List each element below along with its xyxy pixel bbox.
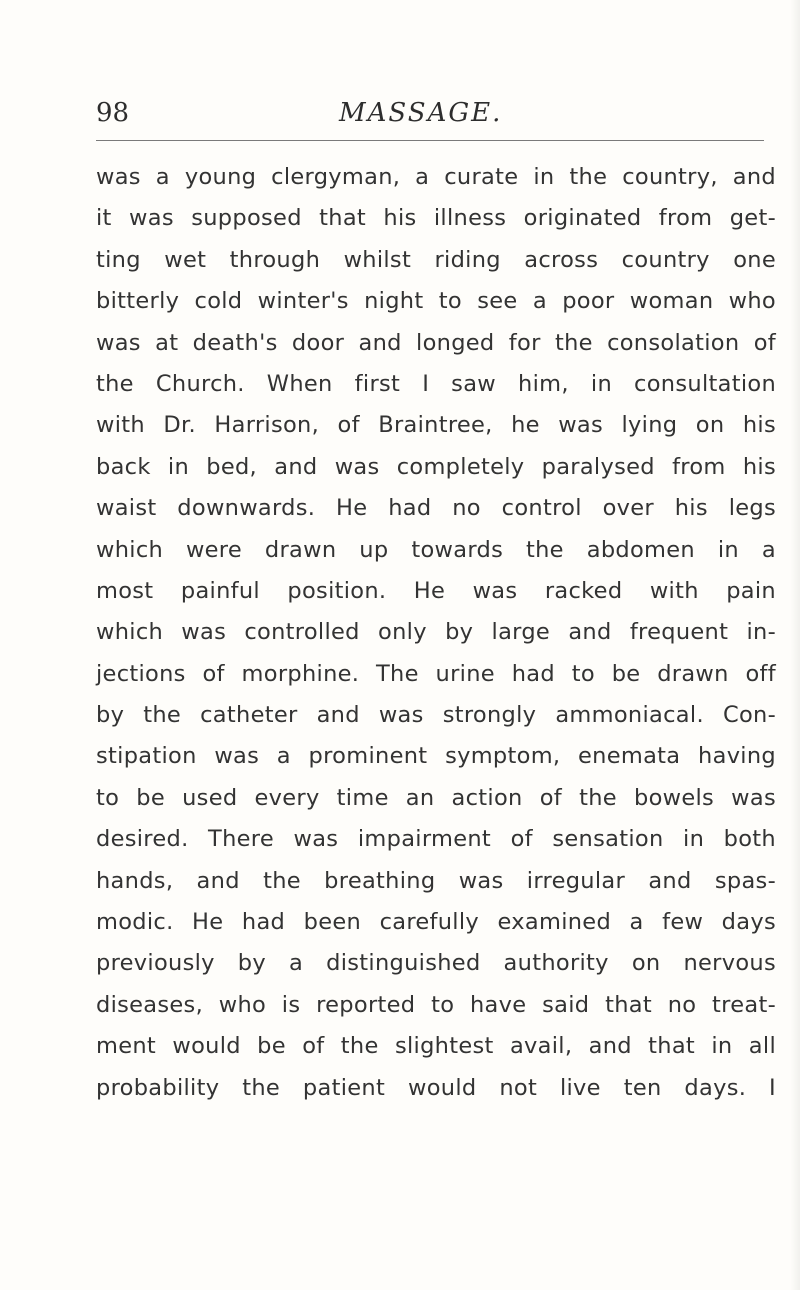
text-line: ment would be of the slightest avail, and that in all: [96, 1033, 776, 1060]
text-line: diseases, who is reported to have said that no treat-: [96, 991, 776, 1018]
text-line: by the catheter and was strongly ammoniacal. Con-: [96, 702, 776, 729]
text-line: modic. He had been carefully examined a few days: [96, 909, 776, 936]
text-line: was at death's door and longed for the consolation of: [96, 329, 776, 356]
text-line: it was supposed that his illness originated from get-: [96, 205, 776, 232]
body-text: [96, 157, 776, 1109]
text-line: which were drawn up towards the abdomen in a: [96, 536, 776, 563]
text-line: waist downwards. He had no control over his legs: [96, 495, 776, 522]
text-line: probability the patient would not live ten days. I: [96, 1074, 776, 1101]
text-line: back in bed, and was completely paralysed from his: [96, 453, 776, 480]
text-line: jections of morphine. The urine had to be drawn off: [96, 660, 776, 687]
text-line: previously by a distinguished authority on nervous: [96, 950, 776, 977]
page-number: 98: [96, 98, 130, 128]
running-head: MASSAGE.: [339, 98, 503, 128]
text-line: ting wet through whilst riding across country one: [96, 246, 776, 273]
text-line: was a young clergyman, a curate in the country, and: [96, 164, 776, 190]
header-rule: [96, 140, 764, 141]
text-line: which was controlled only by large and frequent in-: [96, 619, 776, 646]
text-line: the Church. When first I saw him, in consultation: [96, 370, 776, 397]
page-edge-shadow: [790, 0, 800, 1290]
text-line: desired. There was impairment of sensation in both: [96, 826, 776, 853]
page-header: [96, 96, 776, 136]
text-line: most painful position. He was racked with pain: [96, 577, 776, 604]
text-line: with Dr. Harrison, of Braintree, he was lying on his: [96, 412, 776, 439]
text-line: stipation was a prominent symptom, enemata having: [96, 743, 776, 770]
text-line: hands, and the breathing was irregular and spas-: [96, 867, 776, 894]
text-line: bitterly cold winter's night to see a poor woman who: [96, 288, 776, 315]
text-line: to be used every time an action of the bowels was: [96, 784, 776, 811]
